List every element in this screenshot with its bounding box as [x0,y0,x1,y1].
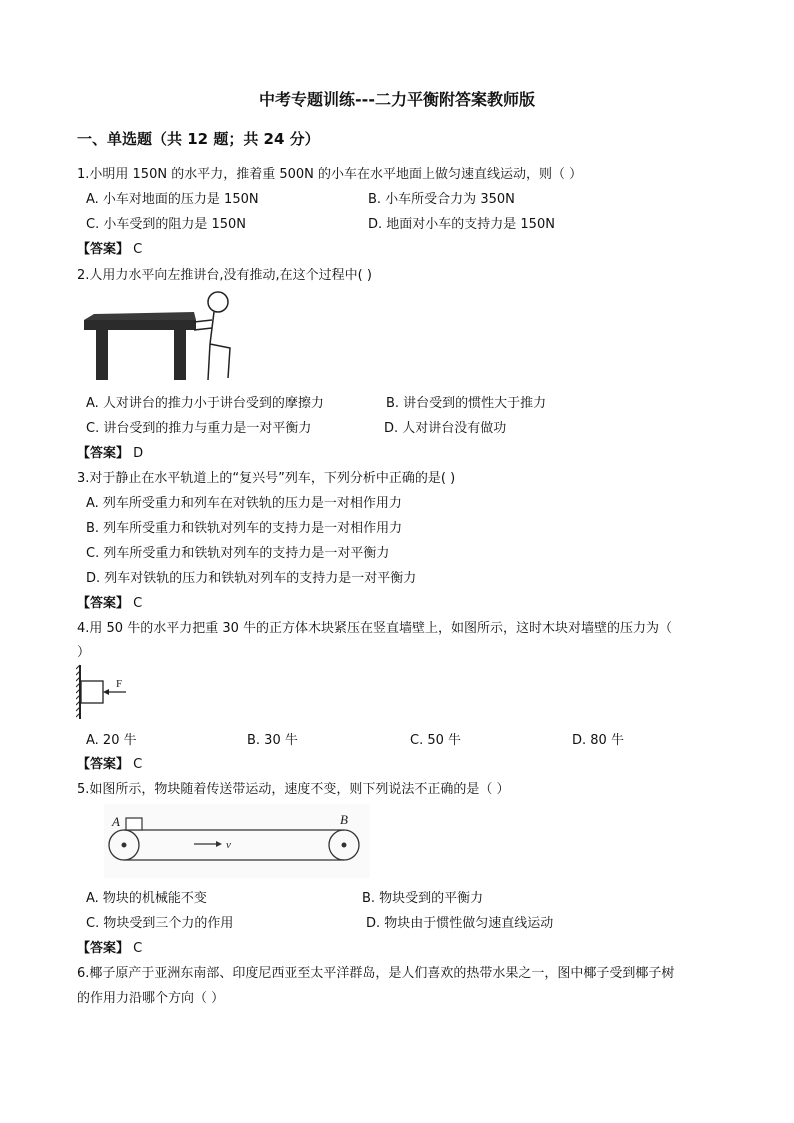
point-b-label: B [340,812,348,827]
question-5-option-d: D. 物块由于惯性做匀速直线运动 [366,916,554,931]
question-3-stem: 3.对于静止在水平轨道上的“复兴号”列车，下列分析中正确的是( ) [77,471,456,486]
answer-label: 【答案】 [77,941,130,956]
question-5-option-c: C. 物块受到三个力的作用 [86,916,234,931]
question-1-option-c: C. 小车受到的阻力是 150N [86,217,247,232]
question-5-answer [77,937,142,956]
force-arrow-head [103,689,109,695]
question-5-stem: 5.如图所示，物块随着传送带运动，速度不变，则下列说法不正确的是（ ） [77,782,510,797]
answer-label: 【答案】 [77,446,130,461]
question-3-option-c: C. 列车所受重力和铁轨对列车的支持力是一对平衡力 [86,546,390,561]
answer-label: 【答案】 [77,596,130,611]
person-body [194,312,230,380]
question-3-option-d: D. 列车对铁轨的压力和铁轨对列车的支持力是一对平衡力 [86,571,417,586]
question-1-option-b: B. 小车所受合力为 350N [368,192,515,207]
question-2-option-b: B. 讲台受到的惯性大于推力 [386,396,547,411]
question-1-stem: 1.小明用 150N 的水平力，推着重 500N 的小车在水平地面上做匀速直线运动，则（ ） [77,167,583,182]
question-5-option-a: A. 物块的机械能不变 [86,891,207,906]
podium-board [84,320,196,330]
wooden-block [81,681,103,703]
question-2-option-d: D. 人对讲台没有做功 [384,421,507,436]
question-4-option-a: A. 20 牛 [86,733,137,748]
question-4-option-c: C. 50 牛 [410,733,462,748]
figure-block-pressed-on-wall [76,663,132,721]
podium-leg-right [174,330,186,380]
page-title: 中考专题训练---二力平衡附答案教师版 [259,90,535,109]
question-4-stem: 4.用 50 牛的水平力把重 30 牛的正方体木块紧压在竖直墙壁上，如图所示，这时木块对墙壁的压力为（ [77,621,673,636]
question-2-answer [77,442,143,461]
question-6-stem-continued: 的作用力沿哪个方向（ ） [77,991,225,1006]
question-3-answer [77,592,142,611]
answer-value: C [133,242,143,257]
person-head [208,292,228,312]
force-label: F [116,678,123,690]
question-2-option-a: A. 人对讲台的推力小于讲台受到的摩擦力 [86,396,324,411]
podium-leg-left [96,330,108,380]
question-1-option-d: D. 地面对小车的支持力是 150N [368,217,555,232]
question-4-stem-continued: ） [77,645,91,660]
question-4-answer [77,753,142,772]
question-2-stem: 2.人用力水平向左推讲台,没有推动,在这个过程中( ) [77,268,372,283]
velocity-label: v [226,839,231,851]
figure-conveyor-belt [104,804,370,878]
answer-value: C [133,596,143,611]
object-block [126,818,142,830]
question-4-option-d: D. 80 牛 [572,733,624,748]
question-2-option-c: C. 讲台受到的推力与重力是一对平衡力 [86,421,312,436]
question-4-option-b: B. 30 牛 [247,733,298,748]
answer-value: C [133,757,143,772]
answer-value: D [133,446,144,461]
section-heading: 一、单选题（共 12 题；共 24 分） [77,130,320,148]
answer-label: 【答案】 [77,242,130,257]
question-1-option-a: A. 小车对地面的压力是 150N [86,192,259,207]
question-1-answer [77,238,142,257]
figure-person-pushing-podium [82,290,254,382]
question-6-stem: 6.椰子原产于亚洲东南部、印度尼西亚至太平洋群岛，是人们喜欢的热带水果之一，图中椰子受到椰子树 [77,966,675,981]
question-3-option-a: A. 列车所受重力和列车在对铁轨的压力是一对相作用力 [86,496,402,511]
question-3-option-b: B. 列车所受重力和铁轨对列车的支持力是一对相作用力 [86,521,403,536]
answer-label: 【答案】 [77,757,130,772]
answer-value: C [133,941,143,956]
podium-top [84,312,196,320]
roller-left-axle [122,843,127,848]
roller-right-axle [342,843,347,848]
point-a-label: A [112,814,120,829]
question-5-option-b: B. 物块受到的平衡力 [362,891,484,906]
